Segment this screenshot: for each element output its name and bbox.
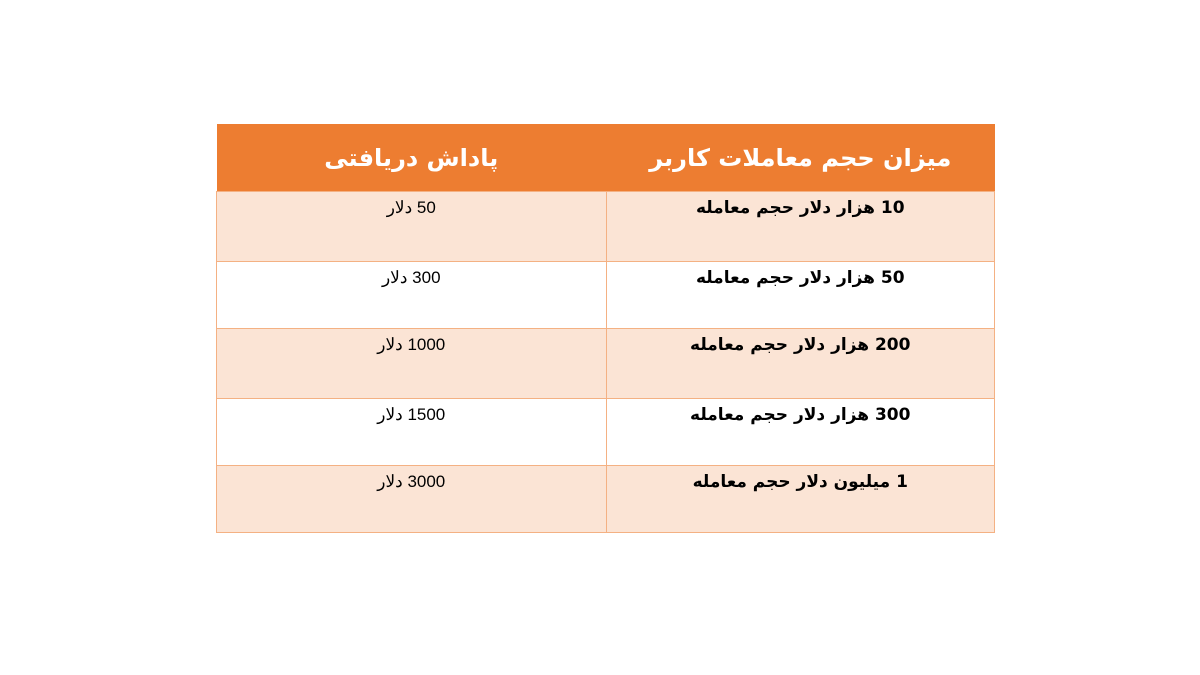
cell-reward: 1000 دلار [217, 329, 607, 399]
table-row [217, 262, 995, 329]
cell-reward: 1500 دلار [217, 399, 607, 466]
header-trading-volume: میزان حجم معاملات کاربر [606, 124, 995, 192]
cell-trading-volume: 300 هزار دلار حجم معامله [606, 399, 995, 466]
header-reward: پاداش دریافتی [217, 124, 607, 192]
table-row [217, 329, 995, 399]
table-header-row [217, 124, 995, 192]
table-row [217, 192, 995, 262]
cell-trading-volume: 1 میلیون دلار حجم معامله [606, 466, 995, 533]
cell-trading-volume: 200 هزار دلار حجم معامله [606, 329, 995, 399]
cell-reward: 3000 دلار [217, 466, 607, 533]
cell-trading-volume: 50 هزار دلار حجم معامله [606, 262, 995, 329]
cell-reward: 50 دلار [217, 192, 607, 262]
table-row [217, 399, 995, 466]
reward-table [216, 124, 995, 533]
table-row [217, 466, 995, 533]
cell-reward: 300 دلار [217, 262, 607, 329]
cell-trading-volume: 10 هزار دلار حجم معامله [606, 192, 995, 262]
